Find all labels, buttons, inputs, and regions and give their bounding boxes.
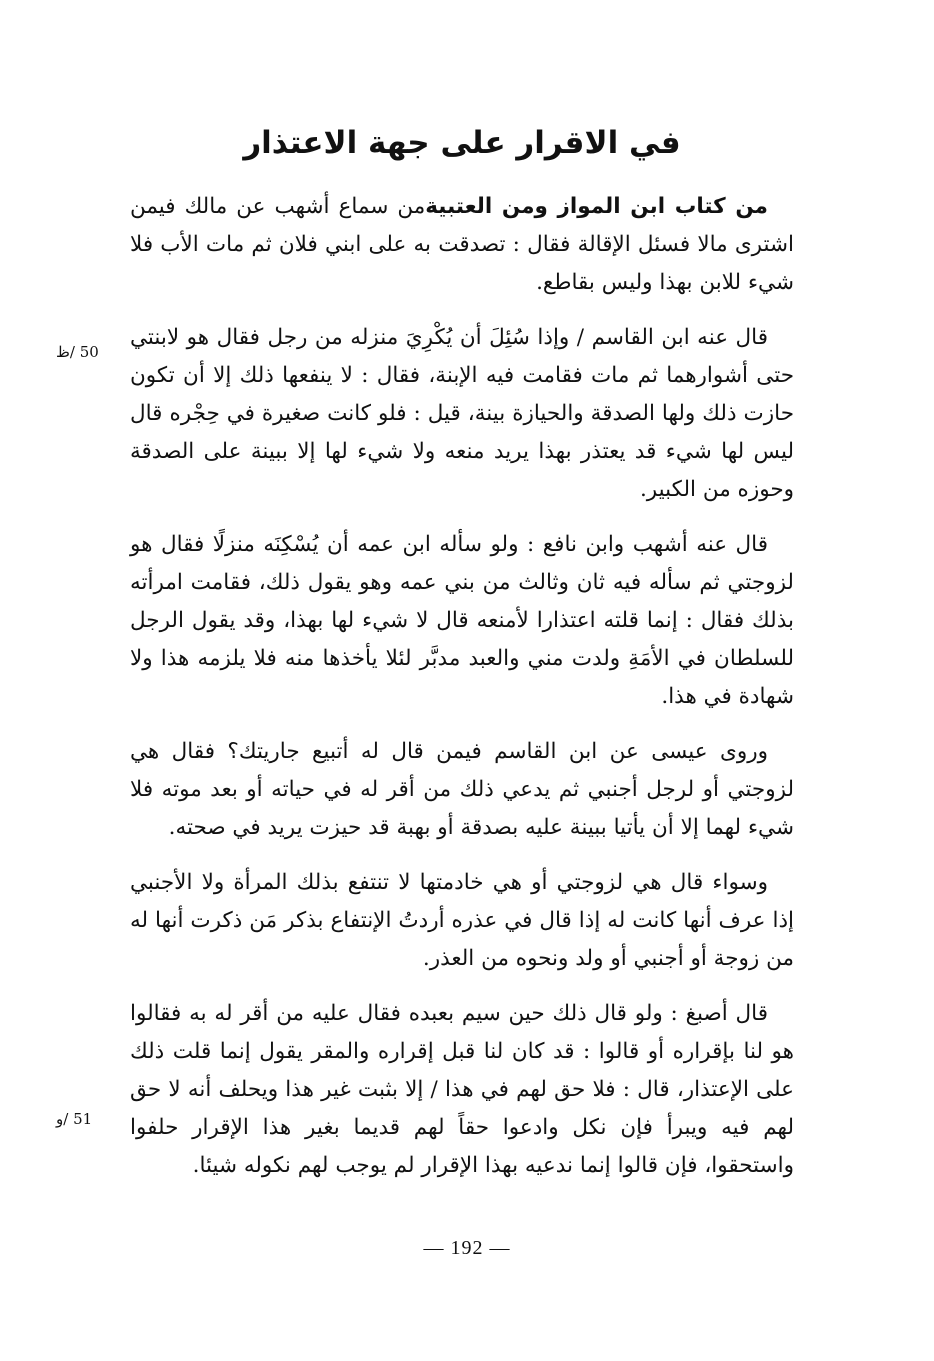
paragraph-3: قال عنه أشهب وابن نافع : ولو سأله ابن عمه أن يُسْكِنَه منزلًا فقال هو لزوجتي ثم سأله فيه ثان وثالث من بني عمه وهو يقول ذلك، فقامت امرأته بذلك فقال : إنما قلته اعتذارا لأمنعه قال لا شيء لها بهذا، وقد يقول الرجل للسلطان في الأمَةِ ولدت مني والعبد مدبَّر لئلا يأخذها منه فلا يلزمه هذا ولا شهادة في هذا. (130, 532, 794, 709)
body-text (130, 188, 794, 1202)
paragraph-6: قال أصبغ : ولو قال ذلك حين سيم بعبده فقال عليه من أقر له به فقالوا هو لنا بإقراره أو قالوا : قد كان لنا قبل إقراره والمقر يقول إنما قلت ذلك على الإعتذار، قال : فلا حق لهم في هذا / إلا بثبت غير هذا ويحلف أنه لا حق لهم فيه ويبرأ فإن نكل وادعوا حقاً لهم قديما بغير هذا الإقرار حلفوا واستحقوا، فإن قالوا إنما ندعيه بهذا الإقرار لم يوجب لهم نكوله شيئا. (130, 1001, 794, 1178)
page-number: — 192 — (423, 1237, 511, 1259)
paragraph-2: قال عنه ابن القاسم / وإذا سُئِلَ أن يُكْرِيَ منزله من رجل فقال هو لابنتي حتى أشوارهما ثم مات فقامت فيه الإبنة، فقال : لا ينفعها ذلك إلا أن تكون حازت ذلك ولها الصدقة والحيازة بينة، قيل : فلو كانت صغيرة في حِجْره قال ليس لها شيء قد يعتذر بهذا يريد منعه ولا شيء لها إلا ببينة على الصدقة وحوزه من الكبير. (130, 325, 794, 502)
marginal-note-folio-50: 50 /ظ (56, 343, 99, 361)
paragraph-4: وروى عيسى عن ابن القاسم فيمن قال له أتبيع جاريتك؟ فقال هي لزوجتي أو لرجل أجنبي ثم يدعي ذلك من أقر له في حياته أو بعد موته فلا شيء لهما إلا أن يأتيا ببينة عليه بصدقة أو بهبة قد حيزت يريد في صحته. (130, 739, 794, 840)
marginal-note-folio-51: 51 /و (56, 1110, 93, 1128)
paragraph-5: وسواء قال هي لزوجتي أو هي خادمتها لا تنتفع بذلك المرأة ولا الأجنبي إذا عرف أنها كانت له إذا قال في عذره أردتُ الإنتفاع بذكر مَن ذكرت أنها له من زوجة أو أجنبي أو ولد ونحوه من العذر. (130, 870, 794, 971)
paragraph-1 (130, 188, 794, 302)
page-title: في الاقرار على جهة الاعتذار (243, 125, 681, 161)
paragraph-1-bold-lead: من كتاب ابن المواز ومن العتبية (425, 194, 768, 219)
paragraph-1-text: من سماع أشهب عن مالك فيمن اشترى مالا فسئل الإقالة فقال : تصدقت به على ابني فلان ثم مات الأب فلا شيء للابن بهذا وليس بقاطع. (130, 194, 794, 295)
